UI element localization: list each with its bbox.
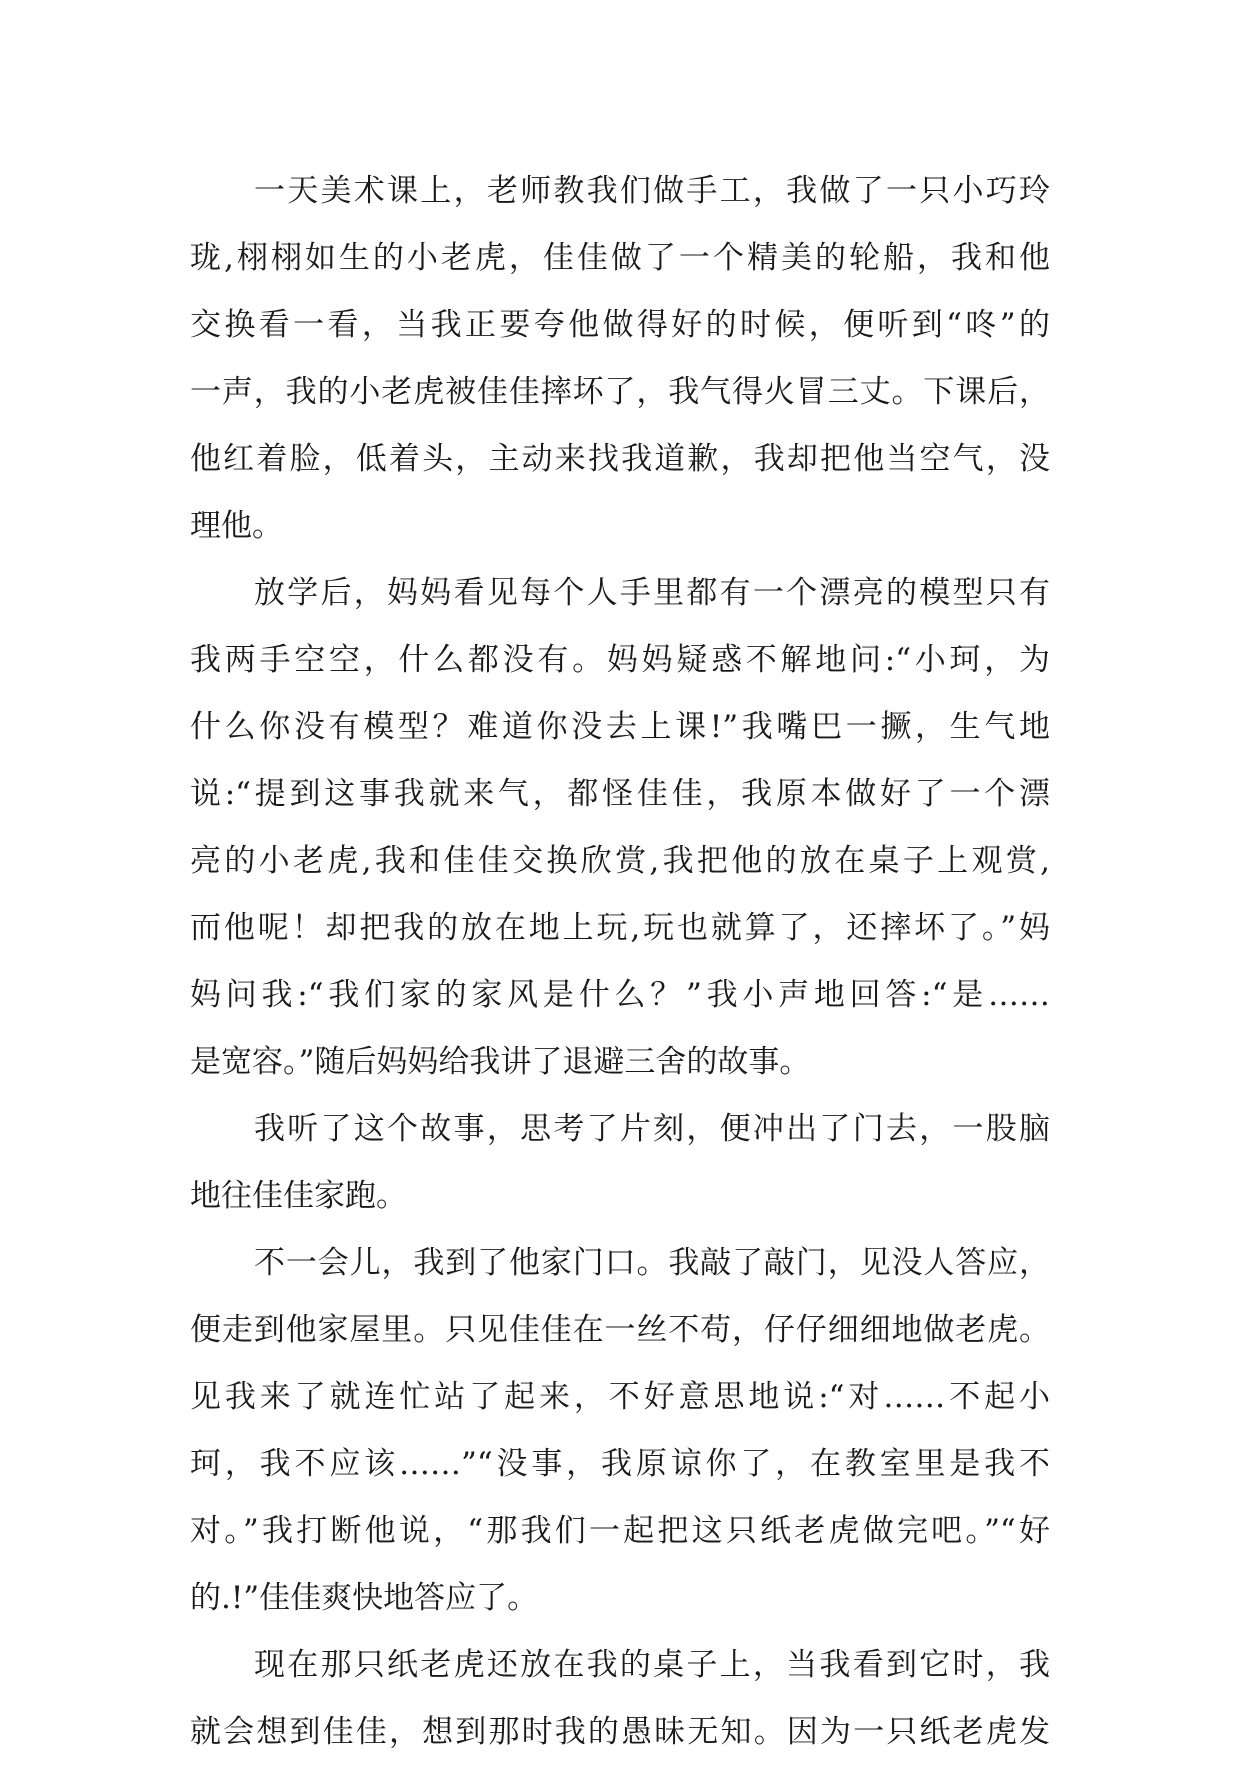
text-line: 不一会儿，我到了他家门口。我敲了敲门，见没人答应， (254, 1245, 1050, 1281)
text-line: 说:“提到这事我就来气，都怪佳佳，我原本做好了一个漂 (190, 776, 1050, 812)
text-line: 一天美术课上，老师教我们做手工，我做了一只小巧玲 (254, 173, 1050, 209)
text-line: 一声，我的小老虎被佳佳摔坏了，我气得火冒三丈。下课后， (190, 374, 1050, 410)
paragraph-5 (190, 1632, 1050, 1766)
text-line: 而他呢！却把我的放在地上玩,玩也就算了，还摔坏了。”妈 (190, 910, 1050, 946)
text-line: 地往佳佳家跑。 (190, 1178, 407, 1214)
text-line: 交换看一看，当我正要夸他做得好的时候，便听到“咚”的 (190, 307, 1050, 343)
text-line: 理他。 (190, 508, 283, 544)
text-line: 他红着脸，低着头，主动来找我道歉，我却把他当空气，没 (190, 441, 1050, 477)
text-line: 珑,栩栩如生的小老虎，佳佳做了一个精美的轮船，我和他 (190, 240, 1050, 276)
document-body (190, 158, 1050, 1766)
text-line: 我听了这个故事，思考了片刻，便冲出了门去，一股脑 (254, 1111, 1050, 1147)
text-line: 是宽容。”随后妈妈给我讲了退避三舍的故事。 (190, 1044, 811, 1080)
paragraph-4 (190, 1230, 1050, 1632)
text-line: 珂，我不应该……”“没事，我原谅你了，在教室里是我不 (190, 1446, 1050, 1482)
paragraph-2 (190, 560, 1050, 1096)
text-line: 便走到他家屋里。只见佳佳在一丝不苟，仔仔细细地做老虎。 (190, 1312, 1050, 1348)
paragraph-3 (190, 1096, 1050, 1230)
text-line: 我两手空空，什么都没有。妈妈疑惑不解地问:“小珂，为 (190, 642, 1050, 678)
text-line: 亮的小老虎,我和佳佳交换欣赏,我把他的放在桌子上观赏, (190, 843, 1050, 879)
text-line: 对。”我打断他说，“那我们一起把这只纸老虎做完吧。”“好 (190, 1513, 1050, 1549)
text-line: 见我来了就连忙站了起来，不好意思地说:“对……不起小 (190, 1379, 1050, 1415)
text-line: 的.!”佳佳爽快地答应了。 (190, 1580, 539, 1616)
text-line: 什么你没有模型？难道你没去上课!”我嘴巴一撅，生气地 (190, 709, 1050, 745)
text-line: 妈问我:“我们家的家风是什么？”我小声地回答:“是…… (190, 977, 1050, 1013)
text-line: 现在那只纸老虎还放在我的桌子上，当我看到它时，我 (254, 1647, 1050, 1683)
text-line: 放学后，妈妈看见每个人手里都有一个漂亮的模型只有 (254, 575, 1050, 611)
text-line: 就会想到佳佳，想到那时我的愚昧无知。因为一只纸老虎发 (190, 1714, 1050, 1750)
paragraph-1 (190, 158, 1050, 560)
